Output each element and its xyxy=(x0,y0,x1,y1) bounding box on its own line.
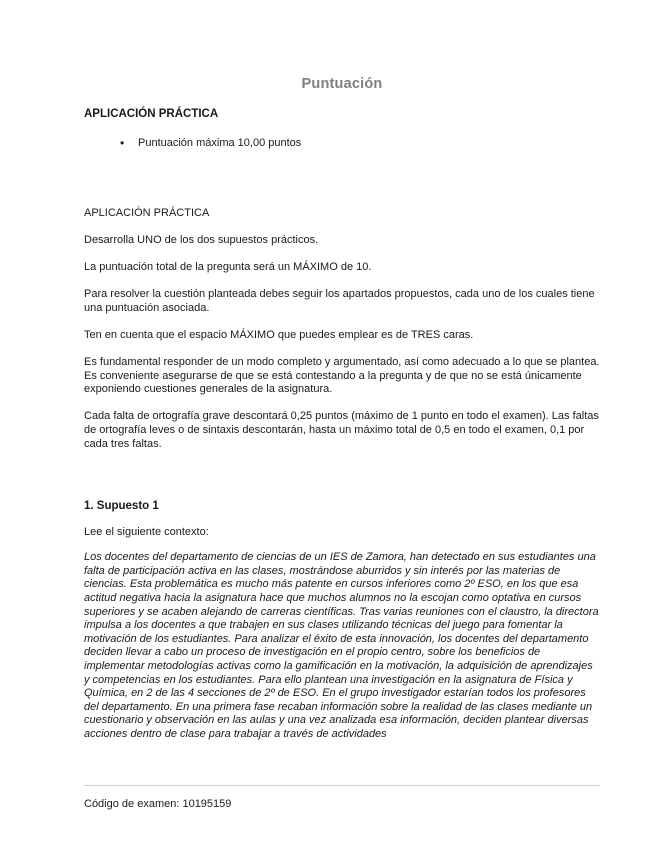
score-list xyxy=(120,137,301,149)
paragraph: Para resolver la cuestión planteada debes seguir los apartados propuestos, cada uno de los cuales tiene una puntuación asociada. xyxy=(84,288,595,314)
paragraph: Ten en cuenta que el espacio MÁXIMO que puedes emplear es de TRES caras. xyxy=(84,328,474,341)
paragraph: Es fundamental responder de un modo completo y argumentado, así como adecuado a lo que se plantea. Es conveniente asegurarse de que se está contestando a la pregunta y de que no se está únicamente exponiendo cuestiones generales de la asignatura. xyxy=(84,356,600,396)
instructions xyxy=(84,207,600,465)
paragraph: Desarrolla UNO de los dos supuestos prácticos. xyxy=(84,234,319,247)
supuesto-intro: Lee el siguiente contexto: xyxy=(84,525,209,538)
footer-divider xyxy=(84,785,600,786)
exam-code: Código de examen: 10195159 xyxy=(84,798,232,810)
page-title: Puntuación xyxy=(301,76,383,92)
section-heading: APLICACIÓN PRÁCTICA xyxy=(84,108,219,120)
list-item: • Puntuación máxima 10,00 puntos xyxy=(120,137,301,149)
paragraph: Cada falta de ortografía grave descontará 0,25 puntos (máximo de 1 punto en todo el examen). Las faltas de ortografía leves o de sintaxis descontarán, hasta un máximo total de 0,5 en todo el examen, 0,1 por cada tres faltas. xyxy=(84,410,599,450)
paragraph: APLICACIÓN PRÁCTICA xyxy=(84,207,210,219)
paragraph: La puntuación total de la pregunta será un MÁXIMO de 10. xyxy=(84,261,372,274)
supuesto-1 xyxy=(84,500,600,754)
supuesto-heading: 1. Supuesto 1 xyxy=(84,500,159,512)
supuesto-context: Los docentes del departamento de ciencias de un IES de Zamora, han detectado en sus estudiantes una falta de participación activa en las clases, mostrándose aburridos y sin interés por las materias de ciencias. Esta problemática es mucho más patente en cursos inferiores como 2º ESO, en los que esa actitud negativa hacia la asignatura hace que muchos alumnos no la escojan como optativa en cursos superiores y se acaben alejando de carreras científicas. Tras varias reuniones con el claustro, la directora impulsa a los docentes a que trabajen en sus clases utilizando técnicas del juego para fomentar la motivación de los estudiantes. Para analizar el éxito de esta innovación, los docentes del departamento deciden llevar a cabo un proceso de investigación en el propio centro, sobre los beneficios de implementar metodologías activas como la gamificación en la motivación, la adquisición de aprendizajes y competencias en los estudiantes. Para ello plantean una investigación en la asignatura de Física y Química, en 2 de las 4 secciones de 2º de ESO. En el grupo investigador estarían todos los profesores del departamento. En una primera fase recaban información sobre la realidad de las clases mediante un cuestionario y observación en las aulas y una vez analizada esa información, deciden plantear diversas acciones dentro de clase para trabajar a través de actividades xyxy=(84,551,599,740)
